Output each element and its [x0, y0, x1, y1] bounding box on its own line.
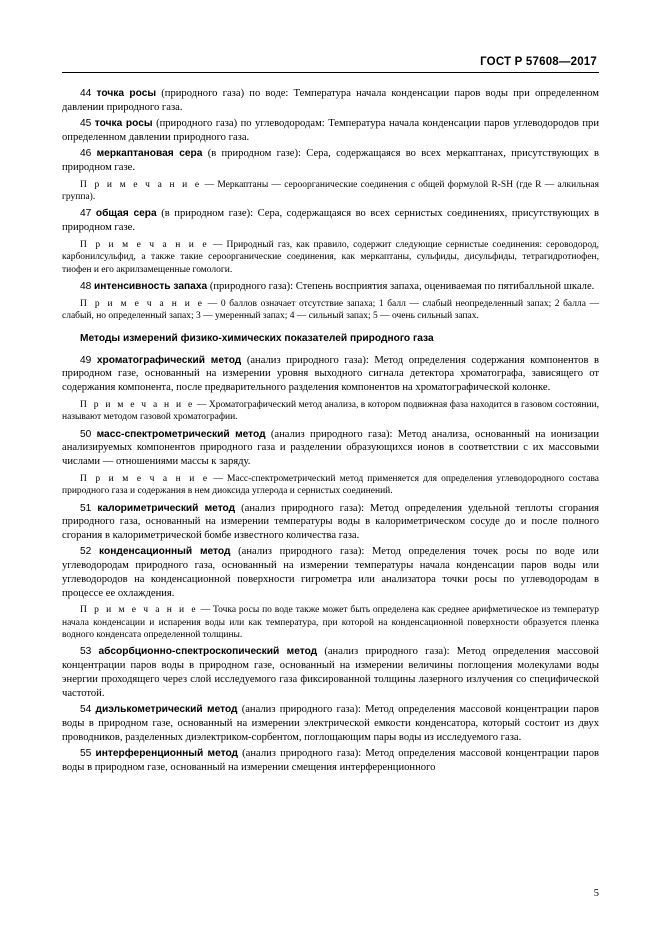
term-number: 49	[80, 354, 92, 366]
note-text: Масс-спектрометрический метод применяется для определения углеводородного состава природного газа и содержания в нем диоксида углерода и сернистых соединений.	[62, 473, 600, 497]
term-definition: (анализ природного газа): Метод определения массовой концентрации паров воды в природном газе, основанный на измерении смещения интерференционного	[62, 747, 599, 773]
note-text: Точка росы по воде также может быть определена как среднее арифметическое из температур начала конденсации и испарения воды или как температура, при которой на конденсационной поверхности образуется пленка водного конденсата определенной толщины.	[62, 605, 599, 641]
term-definition: (в природном газе): Сера, содержащаяся во всех меркаптанах, присутствующих в природном газе.	[62, 148, 599, 173]
term-definition: (анализ природного газа): Метод определения массовой концентрации паров воды в природном газе, основанный на измерении электрической емкости конденсатора, который состоит из двух проводников, разделенных диэлектриком-сорбентом, поглощающим пары воды из исследуемого газа.	[62, 703, 599, 743]
term-number: 54	[80, 703, 92, 715]
term-note	[62, 239, 599, 276]
term-definition: (природного газа) по углеводородам: Температура начала конденсации паров углеводородов при определенном давлении природного газа.	[62, 118, 599, 143]
term-note	[62, 473, 599, 498]
note-label: П р и м е ч а н и е	[80, 473, 210, 484]
note-text: Меркаптаны — сероорганические соединения с общей формулой R-SH (где R — алкильная группа).	[62, 179, 599, 202]
term-entry	[62, 502, 599, 543]
note-dash: —	[196, 399, 207, 410]
header-divider	[62, 72, 599, 73]
note-label: П р и м е ч а н и е	[80, 298, 205, 309]
term-name: хроматографический метод	[96, 354, 242, 366]
term-entry	[62, 747, 599, 775]
note-text: 0 баллов означает отсутствие запаха; 1 балл — слабый неопределенный запах; 2 балла — слабый, но определенный запах; 3 — умеренный запах; 4 — сильный запах; 5 — очень сильный запах.	[62, 298, 600, 321]
note-label: П р и м е ч а н и е	[80, 179, 202, 190]
term-note	[62, 179, 599, 204]
term-number: 47	[80, 208, 92, 220]
term-entry	[62, 703, 599, 744]
term-entry	[62, 87, 599, 115]
note-label: П р и м е ч а н и е	[80, 605, 198, 616]
term-number: 46	[80, 148, 92, 160]
note-text: Хроматографический метод анализа, в котором подвижная фаза находится в газовом состоянии, называют методом газовой хроматографии.	[62, 399, 600, 423]
note-label: П р и м е ч а н и е	[80, 239, 209, 250]
term-number: 52	[80, 546, 92, 558]
note-dash: —	[213, 473, 223, 484]
page-header-standard-id: ГОСТ Р 57608—2017	[480, 56, 597, 68]
term-entry	[62, 354, 599, 395]
term-definition: (в природном газе): Сера, содержащаяся во всех сернистых соединениях, присутствующих в природном газе.	[62, 208, 599, 234]
term-note	[62, 399, 599, 424]
note-dash: —	[212, 239, 223, 250]
term-number: 55	[80, 747, 92, 759]
note-text: Природный газ, как правило, содержит следующие сернистые соединения: сероводород, карбонилсульфид, а также такие сероорганические соединения, как меркаптаны, сульфиды, дисульфиды, тетрагидротиофен, тиофен и его акрилзамещенные гомологи.	[62, 239, 599, 275]
page-body	[62, 87, 599, 774]
term-definition: (анализ природного газа): Метод определения содержания компонентов в природном газе, основанный на измерении уровня выходного сигнала детектора хроматографа, зависящего от содержания компонента, после предварительного разделения компонентов на хроматографической колонке.	[62, 354, 599, 394]
note-dash: —	[200, 605, 211, 616]
term-number: 45	[80, 118, 92, 130]
term-name: калориметрический метод	[97, 502, 236, 514]
term-number: 44	[80, 88, 92, 99]
term-name: общая сера	[95, 208, 157, 220]
page-number: 5	[593, 888, 599, 899]
term-number: 50	[80, 428, 92, 440]
term-definition: (природного газа) по воде: Температура начала конденсации паров воды при определенном давлении природного газа.	[62, 88, 599, 113]
section-heading: Методы измерений физико-химических показателей природного газа	[80, 333, 434, 345]
term-number: 51	[80, 502, 92, 514]
term-number: 48	[80, 280, 92, 292]
note-dash: —	[207, 298, 218, 309]
term-note	[62, 604, 599, 641]
term-name: точка росы	[96, 88, 157, 99]
term-definition: (анализ природного газа): Метод определения точек росы по воде или углеводородам природного газа, основанный на измерении температуры начала конденсации паров воды или углеводородов на конденсационной поверхности гигрометра или анализатора точки росы по углеводородам в процессе ее охлаждения.	[62, 546, 599, 599]
term-name: интенсивность запаха	[94, 280, 208, 292]
term-note	[62, 298, 599, 323]
term-entry	[62, 117, 599, 145]
term-definition: (анализ природного газа): Метод анализа, основанный на ионизации анализируемых компонентов природного газа и разделении образующихся ионов в соответствии с их массовыми числами — отношениями массы к заряду.	[62, 428, 599, 468]
term-name: конденсационный метод	[99, 546, 231, 558]
term-name: меркаптановая сера	[96, 148, 203, 160]
term-entry	[62, 545, 599, 600]
note-label: П р и м е ч а н и е	[80, 399, 195, 410]
term-name: интерференционный метод	[95, 747, 239, 759]
term-name: абсорбционно-спектроскопический метод	[98, 646, 318, 658]
term-definition: (природного газа): Степень восприятия запаха, оцениваемая по пятибалльной шкале.	[209, 280, 595, 292]
term-definition: (анализ природного газа): Метод определения удельной теплоты сгорания природного газа, основанный на измерении температуры воды в калориметрическом сосуде до и после полного сгорания в калориметрической бомбе известного количества газа.	[62, 502, 599, 542]
term-definition: (анализ природного газа): Метод определения массовой концентрации паров воды в природном газе, основанный на измерении величины поглощения молекулами воды энергии проходящего через слой исследуемого газа фиксированной толщины лазерного излучения со специфической частотой.	[62, 646, 599, 699]
term-name: масс-спектрометрический метод	[96, 428, 266, 440]
term-entry	[62, 280, 599, 294]
note-dash: —	[204, 179, 215, 190]
term-name: диэлькометрический метод	[95, 703, 238, 715]
term-number: 53	[80, 646, 92, 658]
term-entry	[62, 428, 599, 469]
term-name: точка росы	[94, 118, 153, 130]
term-entry	[62, 645, 599, 700]
term-entry	[62, 207, 599, 235]
term-entry	[62, 147, 599, 175]
